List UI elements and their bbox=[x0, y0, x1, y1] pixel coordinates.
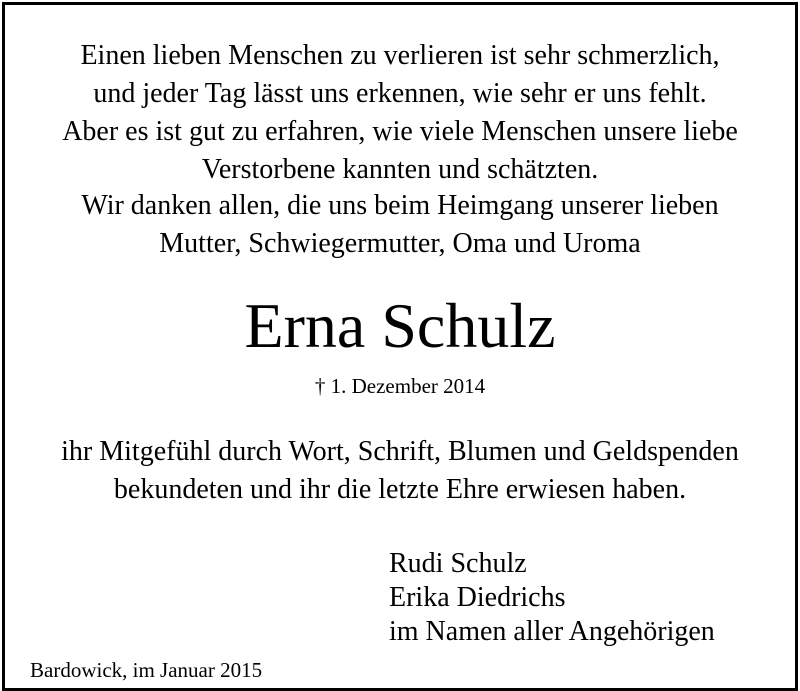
death-date: † 1. Dezember 2014 bbox=[314, 374, 486, 398]
intro-line: Aber es ist gut zu erfahren, wie viele Menschen unsere liebe bbox=[62, 116, 738, 147]
sympathy-line: ihr Mitgefühl durch Wort, Schrift, Blumen und Geldspenden bbox=[61, 436, 739, 467]
thanks-text bbox=[5, 187, 795, 263]
thanks-line: Wir danken allen, die uns beim Heimgang unserer lieben bbox=[81, 190, 719, 221]
thanks-line: Mutter, Schwiegermutter, Oma und Uroma bbox=[159, 228, 641, 259]
intro-line: Einen lieben Menschen zu verlieren ist sehr schmerzlich, bbox=[80, 40, 720, 71]
sympathy-line: bekundeten und ihr die letzte Ehre erwiesen haben. bbox=[113, 474, 687, 505]
intro-line: Verstorbene kannten und schätzten. bbox=[201, 154, 599, 185]
intro-verse bbox=[5, 37, 795, 189]
intro-line: und jeder Tag lässt uns erkennen, wie sehr er uns fehlt. bbox=[93, 78, 707, 109]
signer-note: im Namen aller Angehörigen bbox=[389, 616, 715, 647]
sympathy-text bbox=[5, 433, 795, 509]
place-and-date: Bardowick, im Januar 2015 bbox=[30, 658, 263, 682]
signer-name: Erika Diedrichs bbox=[389, 582, 566, 613]
signers-block bbox=[389, 547, 715, 649]
signer-name: Rudi Schulz bbox=[389, 548, 527, 579]
obituary-notice bbox=[2, 2, 798, 691]
deceased-name: Erna Schulz bbox=[244, 290, 556, 361]
